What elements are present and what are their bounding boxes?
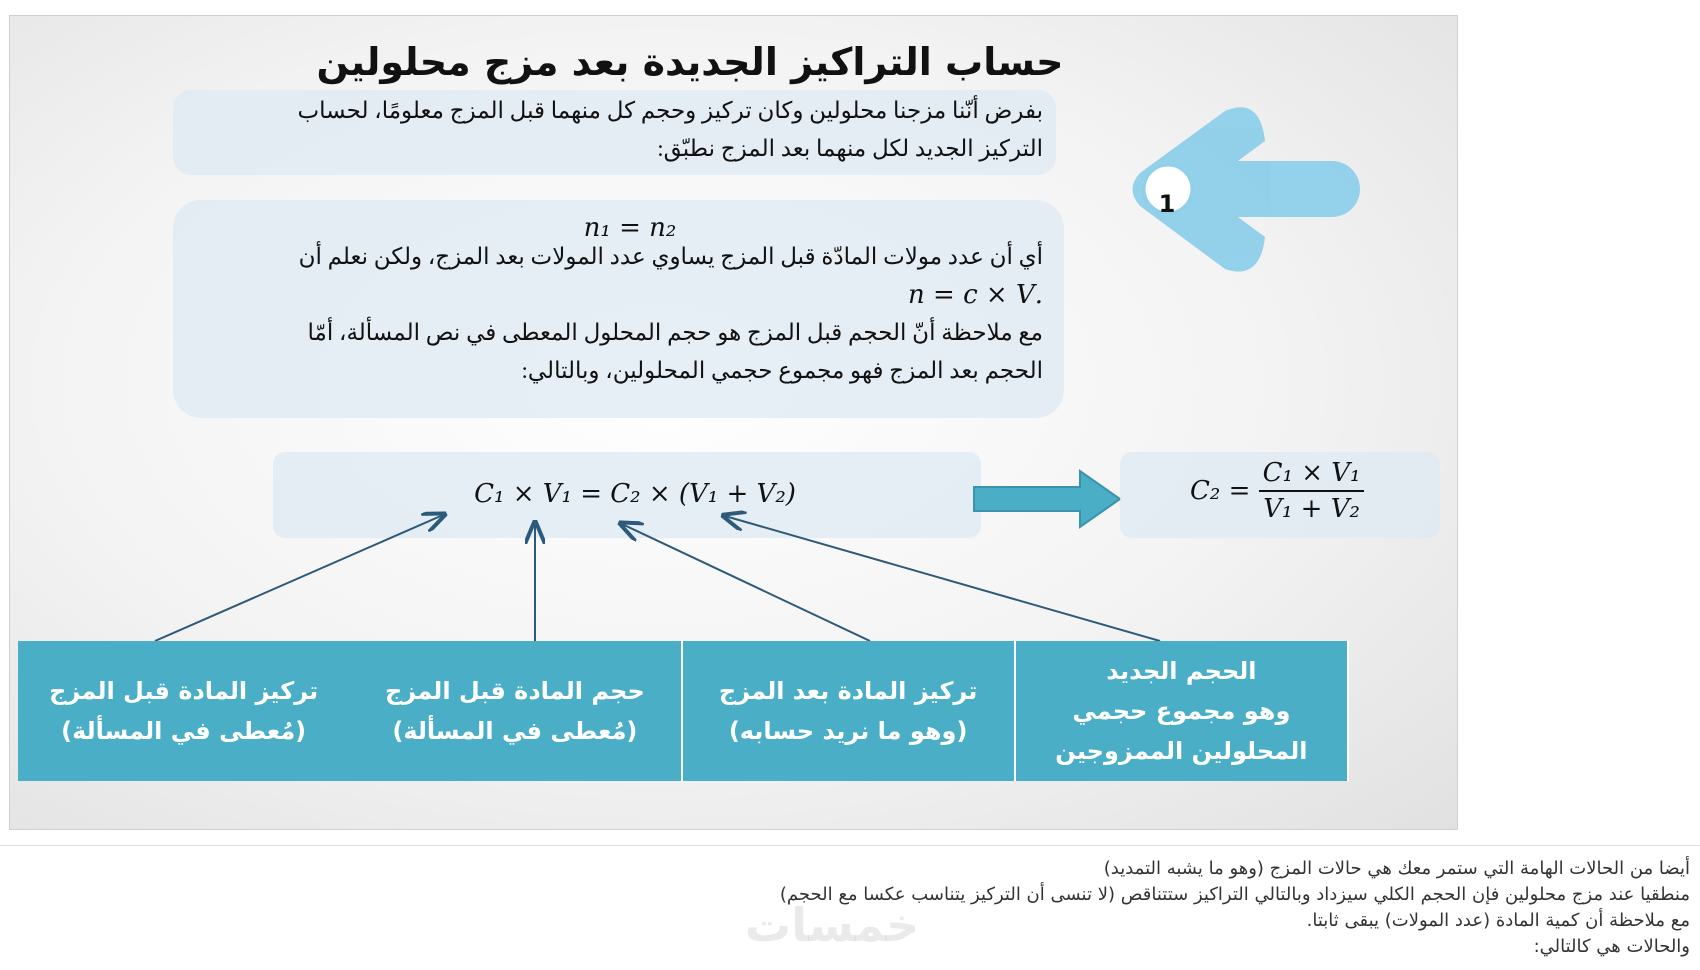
watermark-logo: خمسات — [745, 898, 920, 952]
step-number-badge: 1 — [1158, 190, 1176, 218]
arrow-c1 — [155, 515, 443, 641]
result-numerator: C₁ × V₁ — [1259, 458, 1365, 492]
caption-line-2: منطقيا عند مزج محلولين فإن الحجم الكلي سيزداد وبالتالي التراكيز ستتناقص (لا تنسى أن التركيز يتناسب عكسا مع الحجم) — [779, 884, 1690, 905]
result-lhs: C₂ = — [1190, 476, 1251, 506]
arrow-c2 — [622, 524, 870, 641]
explain-formula: .n = c × V — [908, 280, 1043, 310]
caption-text — [90, 856, 1690, 960]
result-denominator: V₁ + V₂ — [1263, 494, 1360, 524]
cell-concentration-after-line-2: (وهو ما نريد حسابه) — [728, 717, 968, 745]
cell-volume-before-line-2: (مُعطى في المسألة) — [392, 717, 638, 745]
caption-line-4: والحالات هي كالتالي: — [1533, 936, 1690, 957]
caption-line-1: أيضا من الحالات الهامة التي ستمر معك هي حالات المزج (وهو ما يشبه التمديد) — [1103, 858, 1690, 879]
cell-new-volume — [1016, 641, 1347, 781]
intro-line-2: التركيز الجديد لكل منهما بعد المزج نطبّق: — [657, 136, 1043, 161]
explain-line-1: أي أن عدد مولات المادّة قبل المزج يساوي عدد المولات بعد المزج، ولكن نعلم أن — [298, 244, 1043, 269]
note-line-1: مع ملاحظة أنّ الحجم قبل المزج هو حجم المحلول المعطى في نص المسألة، أمّا — [307, 320, 1043, 345]
cell-concentration-before — [18, 641, 349, 781]
cell-concentration-before-line-1: تركيز المادة قبل المزج — [49, 677, 319, 705]
cell-concentration-before-line-2: (مُعطى في المسألة) — [61, 717, 307, 745]
cell-new-volume-line-2: وهو مجموع حجمي — [1072, 697, 1291, 725]
arrow-v2 — [725, 516, 1160, 641]
divider — [0, 845, 1700, 846]
main-equation: C₁ × V₁ = C₂ × (V₁ + V₂) — [474, 479, 796, 509]
cell-new-volume-line-3: المحلولين الممزوجين — [1055, 737, 1308, 765]
cell-volume-before-line-1: حجم المادة قبل المزج — [384, 677, 645, 705]
cell-concentration-after-line-1: تركيز المادة بعد المزج — [718, 677, 978, 705]
cell-concentration-after — [683, 641, 1014, 781]
caption-line-3: مع ملاحظة أن كمية المادة (عدد المولات) يبقى ثابتا. — [1306, 910, 1690, 931]
slide-title: حساب التراكيز الجديدة بعد مزج محلولين — [316, 40, 1064, 84]
cell-new-volume-line-1: الحجم الجديد — [1106, 657, 1257, 685]
note-line-2: الحجم بعد المزج فهو مجموع حجمي المحلولين، وبالتالي: — [521, 358, 1043, 383]
intro-line-1: بفرض أنّنا مزجنا محلولين وكان تركيز وحجم كل منهما قبل المزج معلومًا، لحساب — [297, 98, 1043, 123]
definitions-row — [18, 641, 1349, 781]
cell-volume-before — [349, 641, 680, 781]
moles-equation: n₁ = n₂ — [583, 213, 677, 243]
slide — [9, 15, 1458, 830]
